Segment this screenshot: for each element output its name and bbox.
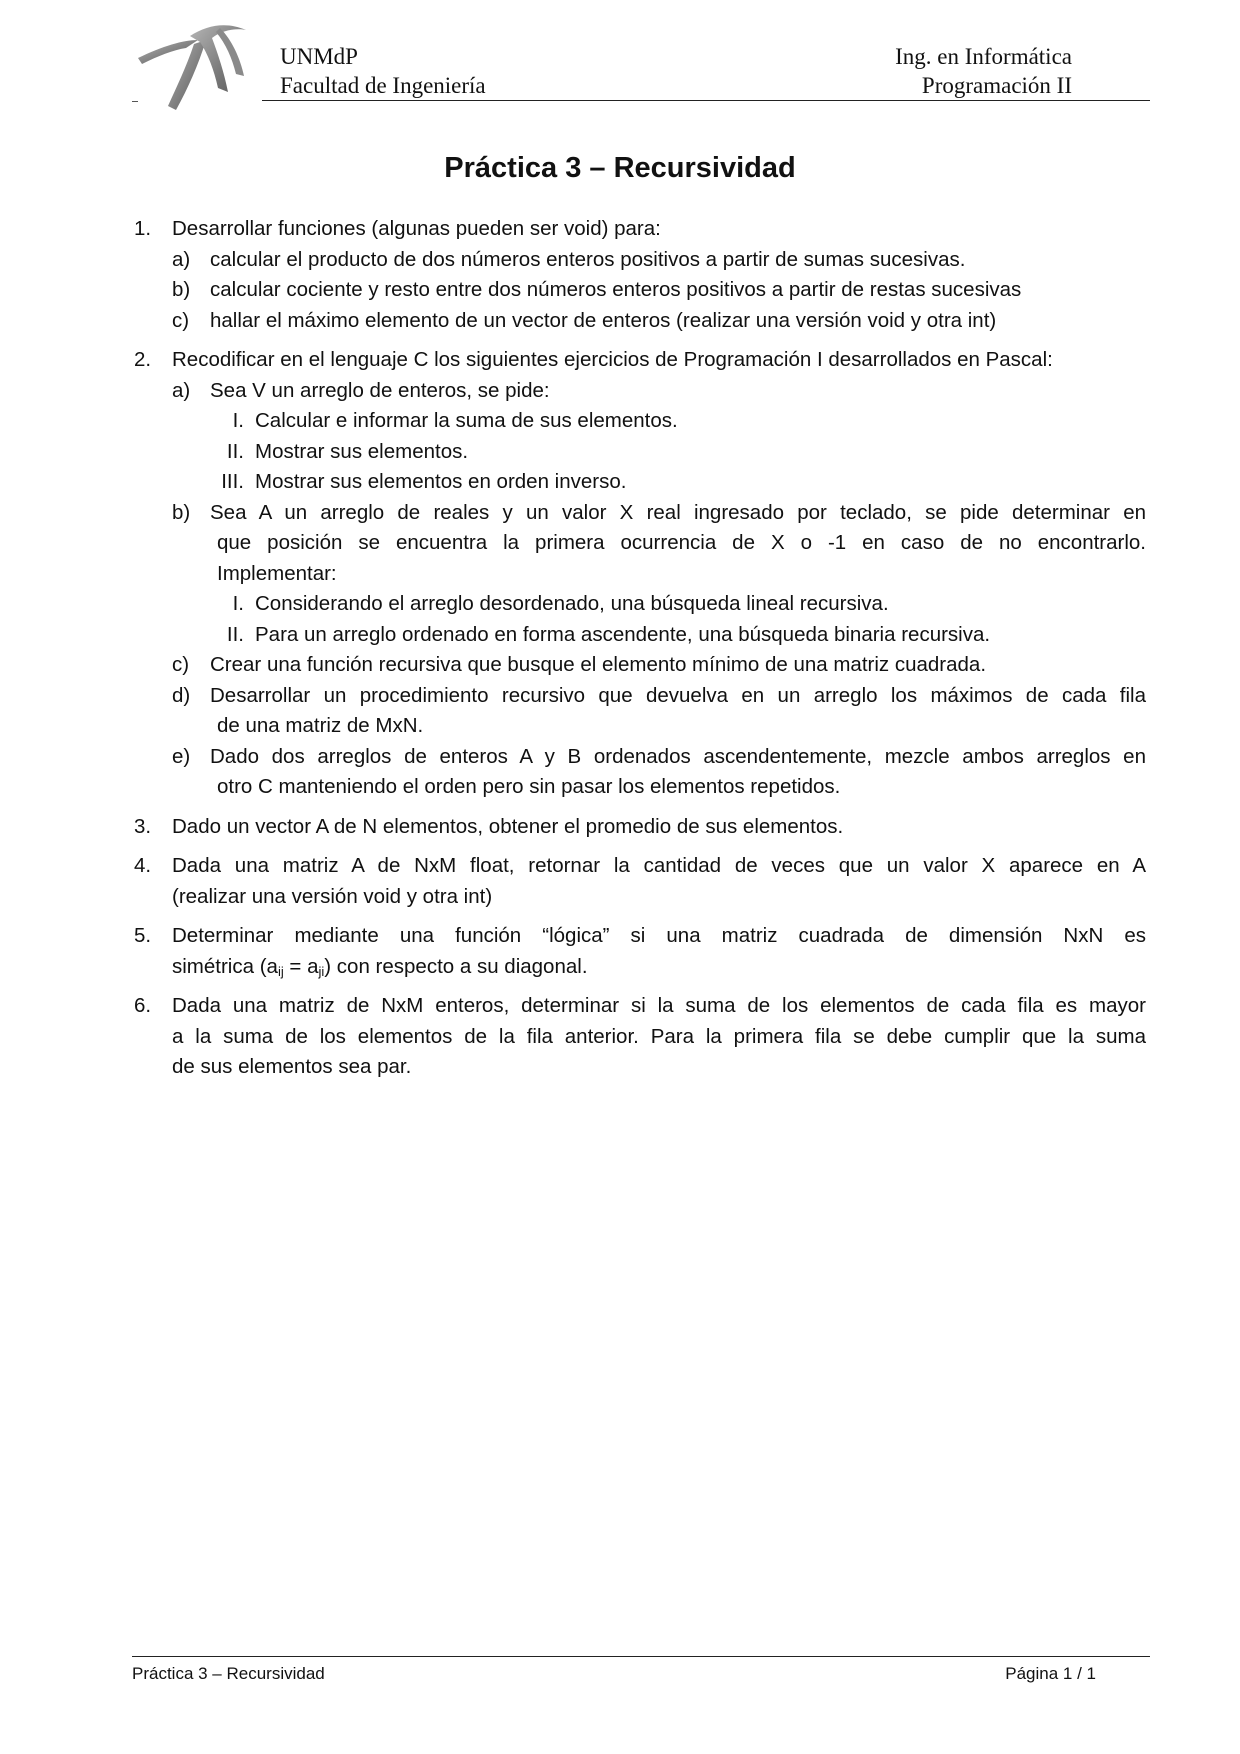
roman-text: Para un arreglo ordenado en forma ascendente, una búsqueda binaria recursiva.: [255, 622, 991, 646]
exercise-2: [132, 345, 1146, 803]
subitem-label: c): [172, 308, 190, 332]
subitem-2a: [172, 376, 1146, 407]
subitem-label: b): [172, 500, 191, 524]
text-fragment: ) con respecto a su diagonal.: [324, 954, 588, 978]
roman-item-2a-ii: [172, 437, 1146, 468]
header-tick: [132, 101, 138, 102]
subitem-text-line-1: Desarrollar un procedimiento recursivo que devuelva en un arreglo los máximos de cada fila: [210, 683, 1146, 707]
roman-text: Considerando el arreglo desordenado, una búsqueda lineal recursiva.: [255, 592, 889, 615]
exercise-number: 6.: [134, 994, 152, 1017]
subscript-ji: ji: [318, 963, 325, 979]
subitem-text: Sea V un arreglo de enteros, se pide:: [210, 378, 550, 402]
roman-label: I.: [232, 592, 244, 615]
roman-text: Calcular e informar la suma de sus elementos.: [255, 409, 678, 432]
exercise-1: [132, 214, 1146, 336]
university-name: UNMdP: [280, 44, 358, 69]
course-name: Programación II: [921, 73, 1072, 98]
subitem-text-line-2: otro C manteniendo el orden pero sin pasar los elementos repetidos.: [217, 775, 841, 798]
text-fragment: simétrica (a: [172, 954, 278, 978]
exercise-text-line-1: Dada una matriz de NxM enteros, determinar si la suma de los elementos de cada fila es mayor: [172, 994, 1146, 1017]
subitem-text-line-1: Sea A un arreglo de reales y un valor X real ingresado por teclado, se pide determinar en: [210, 500, 1146, 524]
exercise-number: 3.: [134, 814, 152, 838]
roman-item-2b-ii: [172, 620, 1146, 651]
roman-label: III.: [221, 470, 244, 493]
header-right: [895, 42, 1072, 100]
exercise-text-line-1: Determinar mediante una función “lógica” si una matriz cuadrada de dimensión NxN es: [172, 924, 1146, 947]
roman-item-2a-i: [172, 406, 1146, 437]
exercise-number: 2.: [134, 348, 152, 371]
subitem-text-line-1: Dado dos arreglos de enteros A y B ordenados ascendentemente, mezcle ambos arreglos en: [210, 744, 1146, 768]
subitem-label: e): [172, 744, 191, 768]
footer-rule: [132, 1656, 1150, 1657]
exercise-text-line-2: [172, 952, 1146, 983]
header-left: [280, 42, 486, 100]
subitem-text: hallar el máximo elemento de un vector de enteros (realizar una versión void y otra int): [210, 308, 997, 332]
roman-text: Mostrar sus elementos.: [255, 439, 469, 463]
exercise-3: [132, 812, 1146, 843]
exercise-text-line-1: Dada una matriz A de NxM float, retornar la cantidad de veces que un valor X aparece en A: [172, 854, 1146, 877]
text-fragment: = a: [283, 954, 319, 978]
page-number: Página 1 / 1: [1005, 1664, 1096, 1683]
subitem-1c: [172, 306, 1146, 337]
subitem-text: Crear una función recursiva que busque el elemento mínimo de una matriz cuadrada.: [210, 653, 987, 676]
exercise-text: Recodificar en el lenguaje C los siguientes ejercicios de Programación I desarrollados en Pascal:: [172, 348, 1053, 371]
subitem-text-line-3: Implementar:: [217, 561, 337, 585]
subitem-2e: [172, 742, 1146, 803]
exercise-6: [132, 991, 1146, 1083]
roman-label: I.: [232, 409, 244, 432]
exercise-5: [132, 921, 1146, 982]
exercise-text-line-3: de sus elementos sea par.: [172, 1055, 412, 1078]
exercise-number: 4.: [134, 854, 152, 877]
subitem-1b: [172, 275, 1146, 306]
roman-label: II.: [226, 439, 244, 463]
subitem-2b: [172, 498, 1146, 590]
career-name: Ing. en Informática: [895, 44, 1072, 69]
subitem-2c: [172, 650, 1146, 681]
exercise-text-line-2: (realizar una versión void y otra int): [172, 884, 493, 908]
exercise-list: [132, 214, 1146, 1083]
roman-label: II.: [226, 622, 244, 646]
header-rule: [262, 100, 1150, 101]
subitem-2d: [172, 681, 1146, 742]
subitem-text-line-2: que posición se encuentra la primera ocurrencia de X o -1 en caso de no encontrarlo.: [217, 531, 1146, 554]
exercise-number: 1.: [134, 217, 152, 240]
unmdp-logo-icon: [128, 18, 258, 118]
exercise-number: 5.: [134, 924, 152, 947]
page-title: Práctica 3 – Recursividad: [444, 152, 796, 184]
roman-item-2b-i: [172, 589, 1146, 620]
subitem-label: b): [172, 278, 191, 301]
footer-title: Práctica 3 – Recursividad: [132, 1664, 325, 1683]
exercise-text: Desarrollar funciones (algunas pueden ser void) para:: [172, 217, 661, 240]
page-header: [0, 0, 1240, 120]
subitem-text: calcular el producto de dos números enteros positivos a partir de sumas sucesivas.: [210, 247, 966, 271]
subitem-1a: [172, 245, 1146, 276]
exercise-4: [132, 851, 1146, 912]
exercise-text-line-2: a la suma de los elementos de la fila anterior. Para la primera fila se debe cumplir que la suma: [172, 1024, 1146, 1048]
subitem-text: calcular cociente y resto entre dos números enteros positivos a partir de restas sucesivas: [210, 278, 1022, 301]
exercise-text: Dado un vector A de N elementos, obtener el promedio de sus elementos.: [172, 814, 844, 838]
roman-item-2a-iii: [172, 467, 1146, 498]
subitem-text-line-2: de una matriz de MxN.: [217, 714, 424, 737]
roman-text: Mostrar sus elementos en orden inverso.: [255, 470, 627, 493]
subitem-label: c): [172, 653, 190, 676]
subitem-label: a): [172, 378, 191, 402]
subscript-ij: ij: [277, 963, 284, 979]
subitem-label: a): [172, 247, 191, 271]
faculty-name: Facultad de Ingeniería: [280, 73, 486, 98]
subitem-label: d): [172, 683, 191, 707]
